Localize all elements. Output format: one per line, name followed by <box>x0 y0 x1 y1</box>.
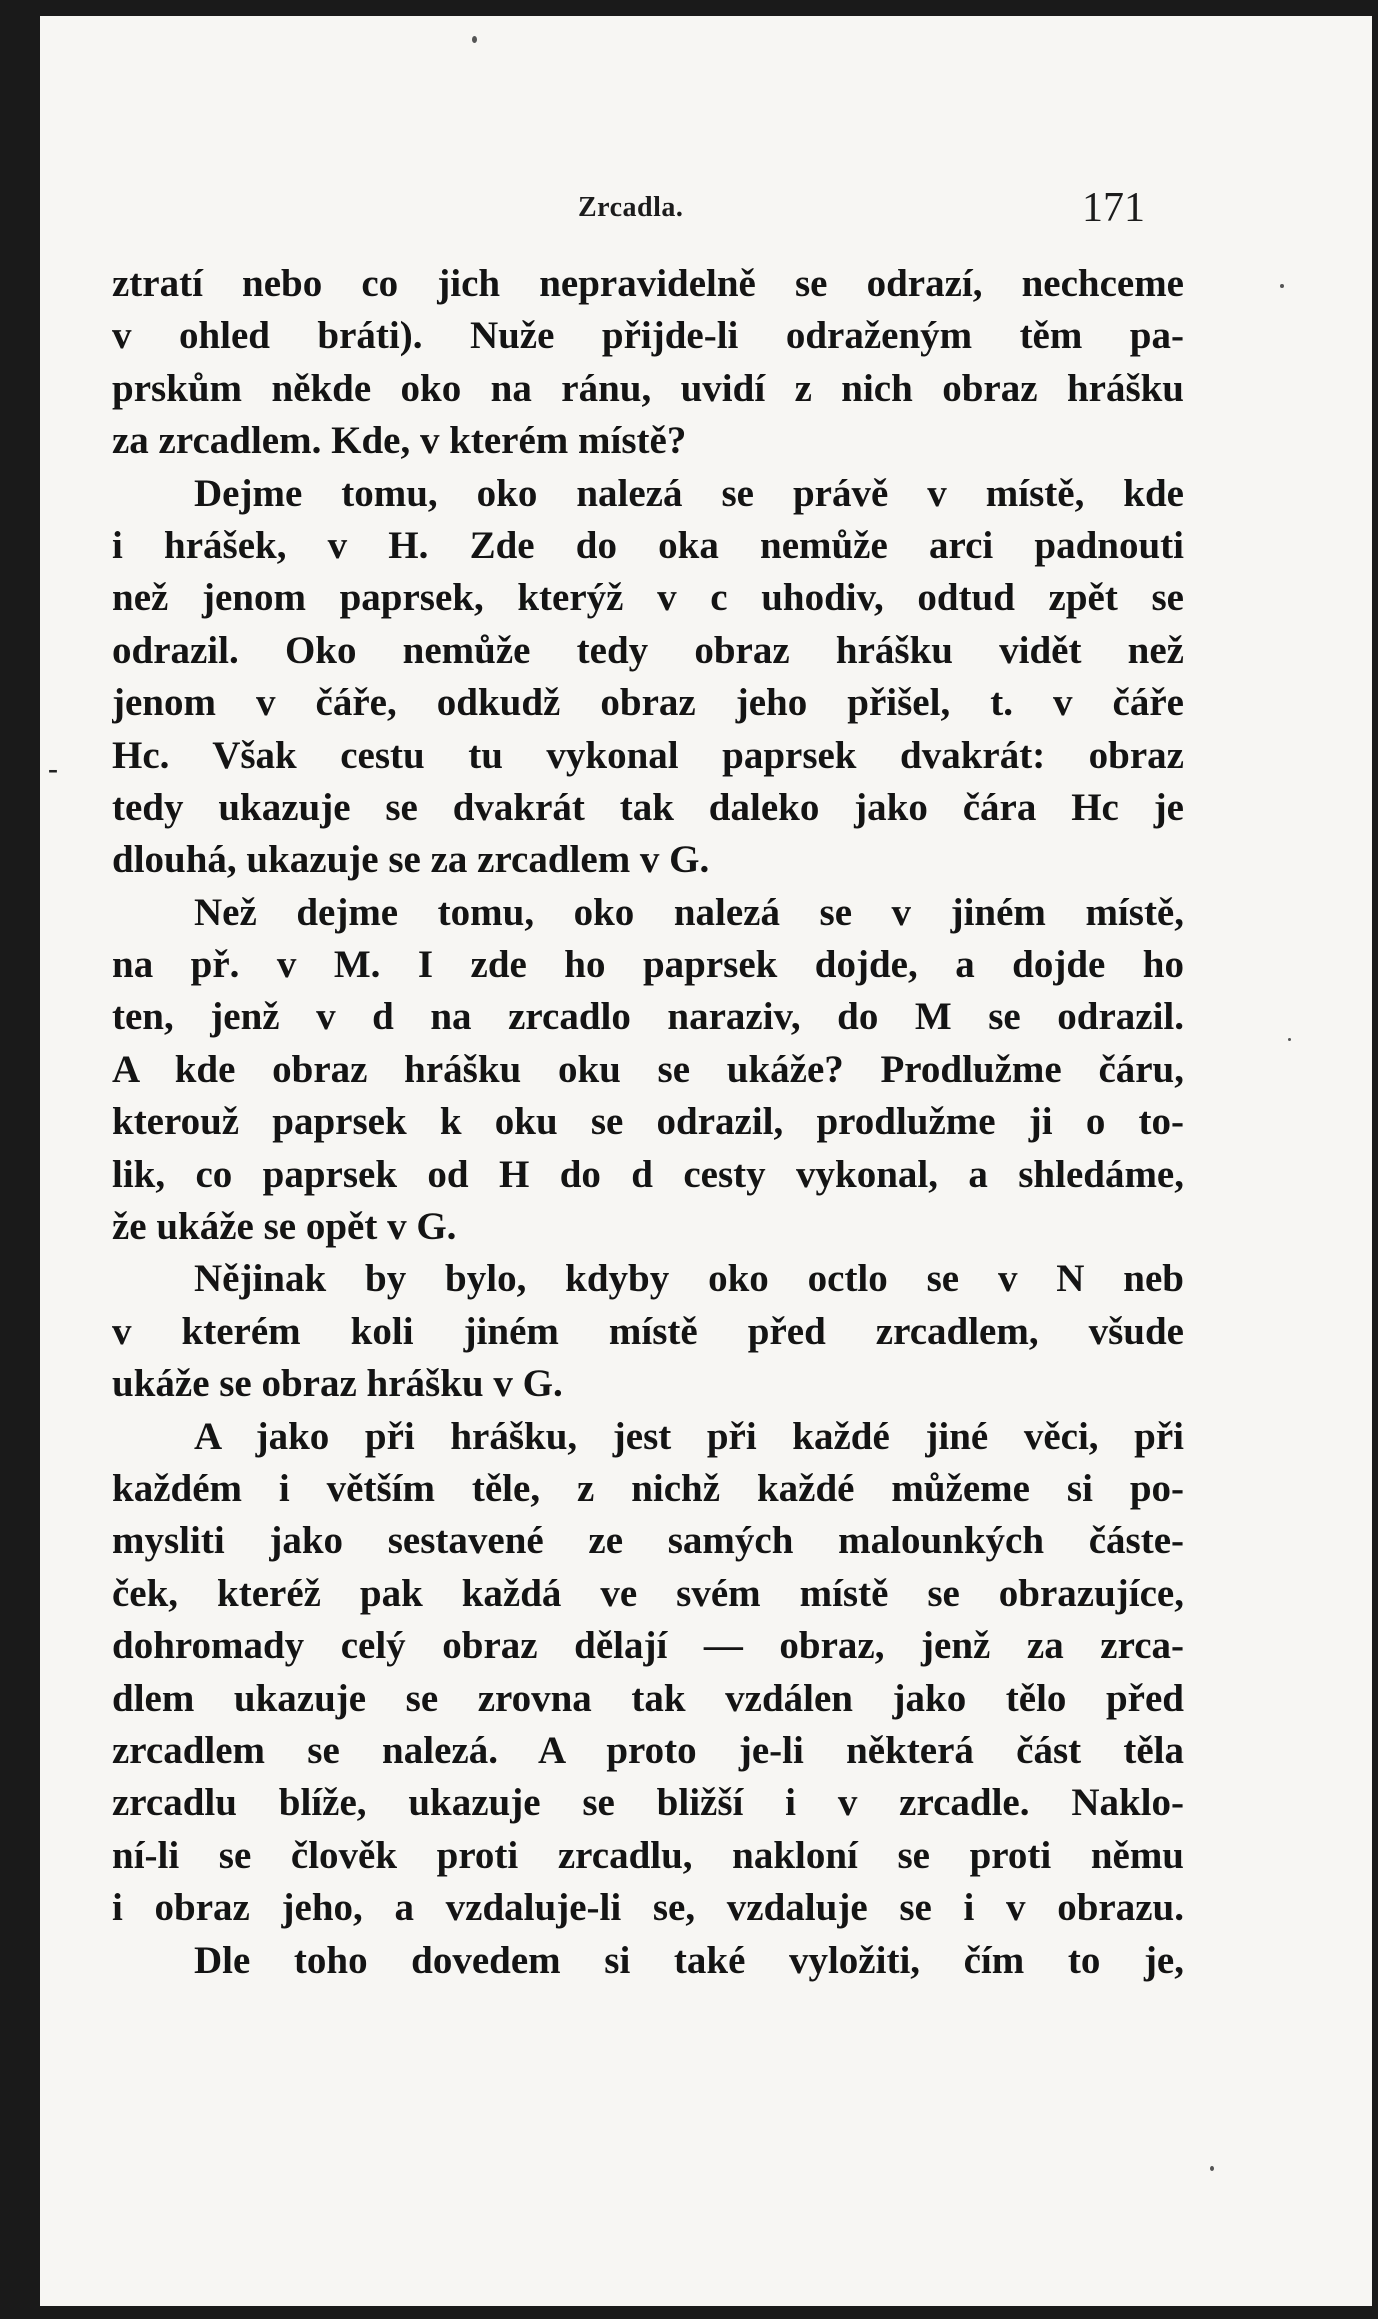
text-line: Hc. Však cestu tu vykonal paprsek dvakrát: obraz <box>112 733 1184 777</box>
text-line: mysliti jako sestavené ze samých malounkých částe- <box>112 1519 1184 1563</box>
text-line: dlouhá, ukazuje se za zrcadlem v G. <box>112 838 710 882</box>
text-line: ztratí nebo co jich nepravidelně se odrazí, nechceme <box>112 262 1184 305</box>
print-speck <box>1288 1038 1291 1041</box>
text-line: v kterém koli jiném místě před zrcadlem, všude <box>112 1309 1184 1353</box>
text-line: i hrášek, v H. Zde do oka nemůže arci padnouti <box>112 523 1184 567</box>
text-line: Nějinak by bylo, kdyby oko octlo se v N neb <box>194 1257 1184 1301</box>
text-line: jenom v čáře, odkudž obraz jeho přišel, t. v čáře <box>112 681 1184 725</box>
text-line: dohromady celý obraz dělají — obraz, jenž za zrca- <box>112 1624 1184 1668</box>
print-speck <box>472 36 477 43</box>
text-line: ukáže se obraz hrášku v G. <box>112 1362 563 1406</box>
text-line: než jenom paprsek, kterýž v c uhodiv, odtud zpět se <box>112 576 1184 620</box>
text-line: i obraz jeho, a vzdaluje-li se, vzdaluje se i v obrazu. <box>112 1886 1184 1930</box>
book-page <box>40 16 1372 2306</box>
text-line: dlem ukazuje se zrovna tak vzdálen jako tělo před <box>112 1676 1184 1720</box>
print-speck <box>1280 284 1284 288</box>
body-text <box>112 258 1184 1987</box>
text-line: ní-li se člověk proti zrcadlu, nakloní se proti němu <box>112 1833 1184 1877</box>
text-line: za zrcadlem. Kde, v kterém místě? <box>112 419 687 463</box>
print-speck <box>1210 2166 1214 2171</box>
text-line: kterouž paprsek k oku se odrazil, prodlužme ji o to- <box>112 1100 1184 1144</box>
text-line: ten, jenž v d na zrcadlo naraziv, do M se odrazil. <box>112 995 1184 1039</box>
text-line: Než dejme tomu, oko nalezá se v jiném místě, <box>194 890 1184 934</box>
page-number: 171 <box>1082 185 1145 231</box>
text-line: prskům někde oko na ránu, uvidí z nich obraz hrášku <box>112 366 1184 410</box>
text-line: zrcadlem se nalezá. A proto je-li některá část těla <box>112 1728 1184 1772</box>
text-line: Dle toho dovedem si také vyložiti, čím to je, <box>194 1938 1184 1982</box>
text-line: odrazil. Oko nemůže tedy obraz hrášku vidět než <box>112 628 1184 672</box>
text-line: tedy ukazuje se dvakrát tak daleko jako čára Hc je <box>112 785 1184 829</box>
text-line: na př. v M. I zde ho paprsek dojde, a dojde ho <box>112 943 1184 987</box>
text-line: A jako při hrášku, jest při každé jiné věci, při <box>194 1414 1184 1458</box>
text-line: zrcadlu blíže, ukazuje se bližší i v zrcadle. Naklo- <box>112 1781 1184 1825</box>
running-head: Zrcadla. <box>578 192 684 223</box>
text-line: každém i větším těle, z nichž každé můžeme si po- <box>112 1466 1184 1510</box>
page-header <box>40 184 1372 244</box>
text-line: A kde obraz hrášku oku se ukáže? Prodlužme čáru, <box>112 1047 1184 1091</box>
text-line: v ohled bráti). Nuže přijde-li odraženým těm pa- <box>112 314 1184 358</box>
text-line: lik, co paprsek od H do d cesty vykonal, a shledáme, <box>112 1152 1184 1196</box>
text-line: ček, kteréž pak každá ve svém místě se obrazujíce, <box>112 1571 1184 1615</box>
text-line: Dejme tomu, oko nalezá se právě v místě, kde <box>194 471 1184 515</box>
text-line: že ukáže se opět v G. <box>112 1205 457 1249</box>
margin-mark: - <box>48 752 58 785</box>
